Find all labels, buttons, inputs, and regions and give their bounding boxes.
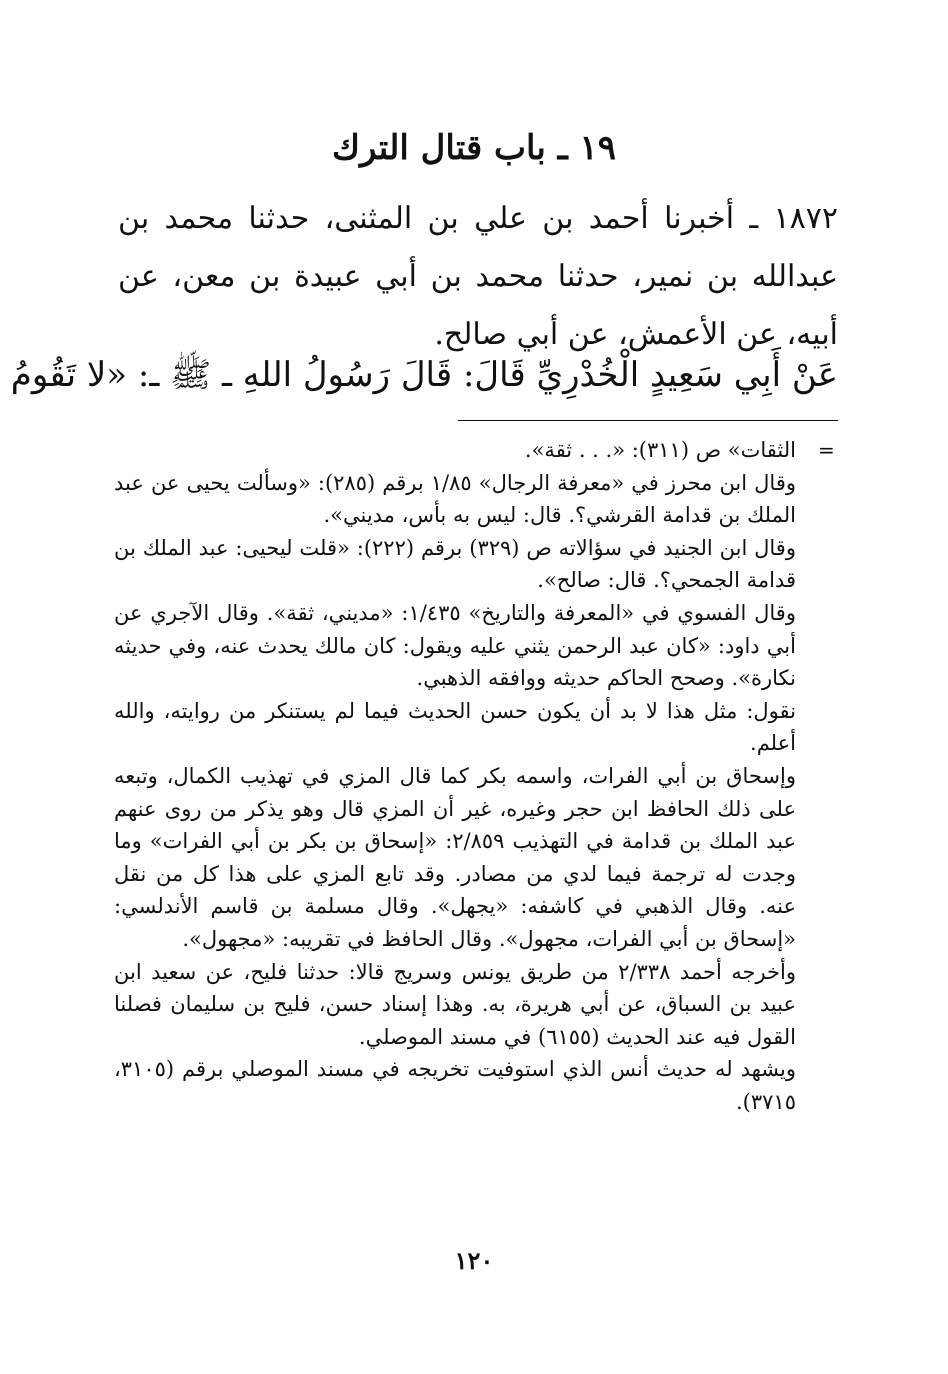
footnote-paragraph: وأخرجه أحمد ٢/٣٣٨ من طريق يونس وسريج قالا: حدثنا فليح، عن سعيد ابن عبيد بن السباق، عن أبي هريرة، به. وهذا إسناد حسن، فليح بن سليمان فصلنا القول فيه عند الحديث (٦١٥٥) في مسند الموصلي. — [114, 959, 796, 1049]
chapter-title: ١٩ ـ باب قتال الترك — [331, 128, 617, 168]
hadith-isnad — [118, 190, 838, 364]
hadith-matn: عَنْ أَبِي سَعِيدٍ الْخُدْرِيِّ قَالَ: قَالَ رَسُولُ اللهِ ـ ﷺ ـ: «لا تَقُومُ — [10, 355, 838, 395]
footnotes — [114, 434, 796, 1118]
footnote-continuation-mark: = — [818, 438, 835, 462]
footnote-paragraph: نقول: مثل هذا لا بد أن يكون حسن الحديث فيما لم يستنكر من روايته، والله أعلم. — [114, 698, 796, 756]
footnote-paragraph: وقال ابن الجنيد في سؤالاته ص (٣٢٩) برقم (٢٢٢): «قلت ليحيى: عبد الملك بن قدامة الجمحي؟. قال: صالح». — [114, 535, 796, 593]
footnote-paragraph: ويشهد له حديث أنس الذي استوفيت تخريجه في مسند الموصلي برقم (٣١٠٥، ٣٧١٥). — [114, 1057, 796, 1114]
footnote-paragraph: وقال الفسوي في «المعرفة والتاريخ» ١/٤٣٥: «مديني، ثقة». وقال الآجري عن أبي داود: «كان عبد الرحمن يثني عليه ويقول: كان مالك يحدث عنه، وفي حديثه نكارة». وصحح الحاكم حديثه ووافقه الذهبي. — [114, 600, 796, 691]
isnad-paragraph: ١٨٧٢ ـ أخبرنا أحمد بن علي بن المثنى، حدثنا محمد بن عبدالله بن نمير، حدثنا محمد بن أبي عبيدة بن معن، عن أبيه، عن الأعمش، عن أبي صالح. — [118, 201, 838, 352]
footnote-paragraph: وقال ابن محرز في «معرفة الرجال» ١/٨٥ برقم (٢٨٥): «وسألت يحيى عن عبد الملك بن قدامة القرشي؟. قال: ليس به بأس، مديني». — [114, 470, 796, 528]
footnote-divider — [458, 420, 838, 421]
footnote-paragraph: وإسحاق بن أبي الفرات، واسمه بكر كما قال المزي في تهذيب الكمال، وتبعه على ذلك الحافظ ابن حجر وغيره، غير أن المزي قال وهو يذكر من روى عنهم عبد الملك بن قدامة في التهذيب ٢/٨٥٩: «إسحاق بن بكر بن أبي الفرات» وما وجدت له ترجمة فيما لدي من مصادر. وقد تابع المزي على هذا كل من نقل عنه. وقال الذهبي في كاشفه: «يجهل». وقال مسلمة بن قاسم الأندلسي: «إسحاق بن أبي الفرات، مجهول». وقال الحافظ في تقريبه: «مجهول». — [114, 763, 796, 951]
footnote-paragraph: الثقات» ص (٣١١): «. . . ثقة». — [524, 438, 796, 462]
page-number: ١٢٠ — [454, 1246, 494, 1275]
